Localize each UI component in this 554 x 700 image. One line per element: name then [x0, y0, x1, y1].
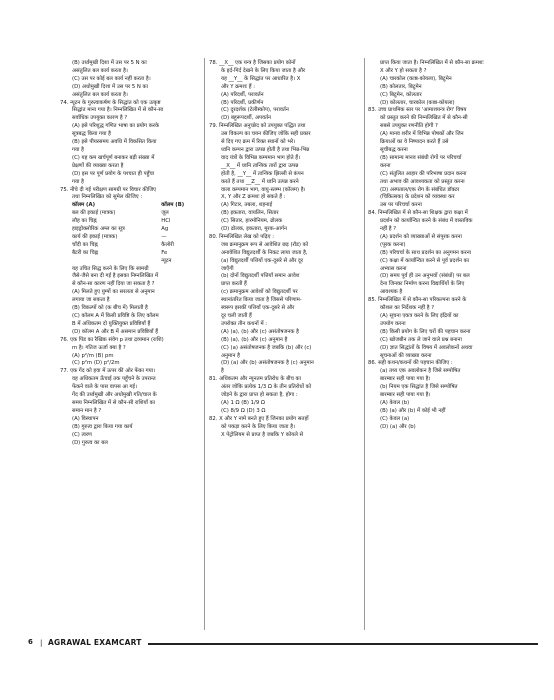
text-line: अंतर जोकि प्रत्येक 1/3 Ω के तीन प्रतिरोधों को — [221, 384, 312, 391]
column-divider — [364, 58, 365, 630]
option-line: (b) नियम एक सिद्धांत है जिसे सम्पोषित — [380, 384, 458, 391]
match-table-cell: Ag — [161, 226, 169, 233]
text-line: बारम्बार सही पाया गया है। — [380, 392, 431, 399]
option-line: (B) परिचर्चा के साथ प्रदर्शन का अनुगमन करना — [380, 249, 472, 256]
text-line: __X__ में ध्वनि तान्त्रिक तारों द्वारा उत्पन्न — [221, 162, 299, 169]
footer-separator: | — [40, 639, 43, 647]
match-table-cell: — — [161, 233, 167, 240]
text-line: करते हैं तथा __Z__ में ध्वनि उत्पन्न करने — [221, 178, 299, 185]
text-line: से दिए गए क्रम में रिक्त स्थानों को भरे। — [221, 139, 296, 146]
match-table-cell: न्यूटन — [161, 257, 172, 264]
text-line: है — [221, 368, 224, 375]
text-line: यह __Y__ के सिद्धांत पर आधारित है। X — [221, 75, 301, 82]
match-table-header: कॉलम (B) — [161, 202, 185, 209]
option-line: (B) इसे पीयरसमय अवधि में विकसित किया — [72, 139, 157, 146]
text-line: तथा अभाव की आवश्यकता को प्रस्तुत करना — [380, 178, 465, 185]
text-line: उस विकल्प का चयन कीजिए जोकि सही प्रकार — [221, 131, 311, 138]
option-line: (a) तथ्य एक अवलोकन है जिसे सम्पोषित — [380, 368, 461, 375]
text-line: प्रदर्शन को कार्यान्वित करने के संबंध में वास्तविक — [380, 218, 473, 225]
match-table-row — [72, 218, 200, 226]
question-line: 82. X और Y नामे बनते हुए हैं जिनका प्रयोग सतहों — [209, 415, 309, 422]
option-line: (A) p²/m (B) pm — [72, 352, 114, 359]
text-line: जोड़ने के द्वारा प्राप्त हो सकता है, होगा : — [221, 392, 298, 399]
match-table-cell: लौह का चिह्न — [72, 218, 97, 225]
option-line: (C) कॉलम A में किसी प्रविष्टि के लिए कॉलम — [72, 313, 159, 319]
match-table-cell: चाँदी का चिह्न — [72, 241, 98, 248]
text-line: सर्वाधिक उपयुक्त कारण है ? — [72, 115, 128, 122]
question-line: 81. अधिकतम और न्यूनतम प्रतिरोध के बीच का — [209, 376, 301, 383]
text-line: क्रियाओं का वे निष्पादन करते हैं उसे — [380, 139, 449, 146]
option-line: (B) विकल्पों को (क बीच में) मिलाती है — [72, 305, 148, 312]
match-table-cell: जूल — [161, 210, 169, 217]
option-line: (B) कोलतार, बिटुमेन — [380, 83, 422, 90]
option-line: (A) चारकोल (काष्ठ-कोयला), बिटुमेन — [380, 75, 452, 82]
text-line: X पेट्रोलियम से प्राप्त है जबकि Y कोयले से — [221, 431, 304, 438]
text-line: उस पर परिचर्चा करना — [380, 202, 422, 209]
text-line: सूचनाओं की व्याख्या करना — [380, 352, 432, 359]
text-line: से कौन-सा कारण नहीं दिया जा सकता है ? — [72, 281, 155, 288]
text-line: को पकड़ा करने के लिए किया जाता है। — [221, 423, 296, 430]
match-table-cell: हाइड्रोक्लोरिक अम्ल का सूत्र — [72, 226, 125, 233]
text-line: असंतुलित बल कार्य करता है। — [72, 91, 128, 98]
option-line: (C) 8/9 Ω (D) 3 Ω — [221, 407, 266, 414]
option-line: (B) परिदर्शी, प्रकीर्णन — [221, 99, 264, 106]
text-line: B में अधिकतम दो युक्तियुक्त प्रविष्टियाँ हैं — [72, 320, 151, 327]
option-line: (C) सितार, हारमोनियम, ढोलक — [221, 218, 283, 225]
text-line: कौशल का निर्देशक नहीं है ? — [380, 305, 435, 312]
text-line: समान मान है ? — [72, 407, 102, 414]
match-table-row — [72, 234, 200, 242]
option-line: (C) यह कम खर्चपूर्ण बनाकर बड़ी संख्या में — [72, 154, 155, 161]
text-line: गया है — [72, 178, 84, 185]
match-table-cell: बल की इकाई (मात्रक) — [72, 210, 116, 217]
option-line: (D) इस पर पूर्ण प्रयोग के पश्चात ही पहुँचा — [72, 170, 155, 177]
text-line: गेंद की उर्ध्वमुखी और अधोमुखी गति/चाल के — [72, 392, 157, 399]
option-line: (A) विस्थापन — [72, 415, 99, 422]
question-line: 80. निम्नलिखित लेख को पढ़िए : — [209, 233, 275, 240]
option-line: (C) उस पर कोई बल कार्य नहीं करता है। — [72, 75, 151, 82]
column-left — [60, 60, 200, 447]
text-line: वाला कम्पमान भाग, वायु-स्तम्भ (कॉलम) है। — [221, 186, 306, 193]
match-table-cell: कार्य की इकाई (मात्रक) — [72, 233, 118, 240]
option-line: (C) खोजबीन तक ले जाने वाले प्रश्न बनाना — [380, 336, 462, 343]
text-line: X और Y हो सकता है ? — [380, 67, 427, 74]
column-middle — [209, 60, 361, 440]
text-line: नहीं है ? — [380, 226, 397, 233]
option-line: (D) बहुरूपदर्शी, अपवर्तन — [221, 115, 271, 122]
option-line: (A) गिटार, तबला, शहनाई — [221, 202, 273, 209]
text-line: जब क्रमानुक्रम रूप से आवेशित छड़ (रॉड) को — [221, 241, 309, 248]
option-line: (D) कॉलम A और B में असमान प्रविष्टियाँ हैं — [72, 328, 159, 335]
text-line: करना — [380, 162, 391, 169]
option-line: (D) अधोमुखी दिशा में उस पर 5 N का — [72, 83, 148, 90]
column-divider — [204, 58, 205, 630]
text-line: अभ्यास करना — [380, 265, 407, 272]
option-line: (D) अस्पताल/एक रोग के संबंधित डॉक्टर — [380, 186, 460, 193]
match-table-cell: बैटरी का चिह्न — [72, 249, 99, 256]
match-table-row — [72, 226, 200, 234]
page-footer — [28, 638, 538, 650]
text-line: वह अधिकतम ऊँचाई तक पहुँचने के उपरान्त — [72, 376, 156, 383]
option-line: (B) उर्ध्वमुखी दिशा में उस पर 5 N का — [72, 60, 147, 66]
match-table-header: कॉलम (A) — [72, 202, 95, 209]
match-table-cell: HCl — [161, 218, 171, 225]
option-line: (D) (a) और (b) — [380, 423, 416, 430]
option-line: (b) दोनों विद्युतदर्शी पत्तियाँ समान आवेश — [221, 273, 300, 280]
match-table-row — [72, 210, 200, 218]
option-line: (D) (a) और (b) असंतोषजनक है (c) अनुमान — [221, 360, 314, 367]
option-line: (D) कोलतार, चारकोल (काष्ठ-कोयला) — [380, 99, 455, 106]
text-line: जैसे-जैसे बना दी गई है इसका निम्नलिखित में — [72, 273, 159, 280]
option-line: (A) सूचना एकत्र करने के लिए इंद्रियों का — [380, 313, 459, 319]
text-line: प्रेक्षणों की व्याख्या करता है — [72, 162, 124, 169]
match-table-cell: Fe — [161, 249, 168, 256]
question-line: 74. न्यूटन के गुरुत्वाकर्षण के सिद्धांत को एक उत्कृष्ट — [60, 99, 161, 106]
option-line: (A) केवल (b) — [380, 399, 410, 406]
text-line: गया है — [72, 146, 84, 153]
option-line: (D) गुरुत्व का बल — [72, 439, 108, 446]
text-line: तथा निम्नलिखित को सुमेल कीजिए : — [72, 194, 143, 201]
option-line: (B) गुरुत्व द्वारा किया गया कार्य — [72, 423, 133, 430]
option-line: (A) (a), (b) और (c) असंतोषजनक है — [221, 328, 299, 335]
option-line: (C) कक्षा में कार्यान्वित करने से पूर्व प्रदर्शन का — [380, 257, 470, 264]
text-line: प्राप्त किया जाता है। निम्नलिखित में से कौन-सा क्रमशः — [380, 60, 484, 66]
option-line: (D) ज्ञात सिद्धांतों के विषय में अवलोकनों अथवा — [380, 344, 473, 351]
match-table-row — [72, 258, 200, 266]
option-line: (C) संतुलित आहार की परिभाषा प्रदान करना — [380, 170, 467, 177]
question-line: 75. नीचे दी गई परीक्षण सामग्री पर विचार कीजिए — [60, 186, 157, 193]
text-line: और Y क्रमशः हैं : — [221, 83, 256, 90]
text-line: उपरोक्त तीन कथनों में : — [221, 320, 268, 327]
option-line: (B) इकतारा, वायलिन, सितार — [221, 210, 279, 217]
question-line: 78. __X__ एक यन्त्र है जिसका प्रयोग कोनों — [209, 60, 296, 66]
option-line: (A) 1 Ω (B) 1/9 Ω — [221, 399, 265, 406]
text-line: (चिकित्सक) के प्रदेशन को व्यवस्था कर — [380, 194, 455, 201]
column-right — [368, 60, 518, 432]
option-line: (C) केवल (a) — [380, 415, 410, 422]
text-line: सूचीबद्ध करना — [380, 146, 408, 153]
text-line: अनावेशित विद्युतदर्शी के निकट लाया जाता है, — [221, 249, 308, 256]
option-line: (A) प्रदर्शन को व्याख्याओं से संपूरक करना — [380, 233, 462, 240]
text-line: लगाया जा सकता है — [72, 297, 110, 304]
text-line: स्थानांतरित किया जाता है जिससे परिणाम- — [221, 297, 302, 304]
option-line: (C) (a) असंतोषजनक है जबकि (b) और (c) — [221, 344, 312, 351]
text-line: सिद्धांत माना गया है। निम्नलिखित में से कौन-सा — [72, 107, 164, 114]
text-line: प्राप्त करती हैं — [221, 281, 247, 288]
option-line: (D) समय पूर्व ही उन अनुभवों (संबंधों) पर बल — [380, 273, 470, 280]
text-line: X, Y और Z क्रमशः हो सकते हैं : — [221, 194, 286, 201]
text-line: m है। गतिज ऊर्जा क्या है ? — [72, 344, 126, 351]
text-line: होती है, __Y__ में तान्त्रिक झिल्ली से कंपन — [221, 170, 304, 177]
footer-rule — [148, 643, 538, 645]
text-line: सूत्रबद्ध किया गया है — [72, 131, 111, 138]
text-line: देना जिनका निर्माण करना विद्यार्थियों के लिए — [380, 281, 465, 288]
text-line: सबसे उपयुक्त रणनीति होगी ? — [380, 123, 438, 130]
option-line: (B) किसी प्रयोग के लिए चरों की पहचान करना — [380, 328, 471, 335]
option-line: (B) (a) और (b) में कोई भी नहीं — [380, 407, 446, 414]
text-line: वाद यंत्रों के विभिन्न कम्पमान भाग होते हैं। — [221, 154, 301, 161]
match-table-row — [72, 242, 200, 250]
option-line: (B) (a), (b) और (c) अनुमान है — [221, 336, 288, 343]
option-line: (C) त्वरण — [72, 431, 92, 438]
option-line: (B) सामान्य मानव संबंधी रोगों पर परिचर्चा — [380, 154, 462, 161]
question-line: 77. एक गेंद को हवा में ऊपर की ओर फेंका गया। — [60, 368, 156, 375]
text-line: अनुमान है — [221, 352, 240, 359]
match-table-cell: कैलोरी — [161, 241, 174, 248]
text-line: को प्रस्तुत करने की निम्नलिखित में से कौन-सी — [380, 115, 468, 122]
text-line: समय निम्नलिखित में से कौन-सी राशियाँ का — [72, 399, 156, 406]
match-table-row — [72, 250, 200, 258]
text-line: जाएँगी — [221, 265, 234, 272]
question-line: 86. सही कथन/कथनों की पहचान कीजिए : — [368, 360, 453, 367]
option-line: (A) मानव शरीर में विभिन्न पोषकों और जिन — [380, 131, 464, 138]
text-line: बारम्बार सही पाया गया है। — [380, 376, 431, 383]
text-line: फेंकने वाले के पास वापस आ गई। — [72, 384, 138, 391]
option-line: (A) इसे परिशुद्ध गणित भाषा का प्रयोग करके — [72, 123, 160, 130]
option-line: (c) क्रमानुक्रम आवेशों को विद्युतदर्शी पर — [221, 289, 298, 296]
question-line: 79. निम्नलिखित अनुच्छेद को उपयुक्त पद्धित तथा — [209, 123, 306, 130]
question-line: 83. उच्च प्राथमिक स्तर पर 'आमाशयन्त्र रोग' विषय — [368, 107, 467, 114]
option-line: (A) मिलते हुए युग्मों का सरलता से अनुमान — [72, 289, 155, 296]
option-line: (C) बिटुमेन, कोलतार — [380, 91, 422, 98]
question-line: 84. निम्नलिखित में से कौन-सा शिक्षक द्वारा कक्षा में — [368, 210, 468, 217]
publisher-brand: AGRAWAL EXAMCART — [48, 638, 142, 647]
option-line: (a) विद्युतदर्शी पत्तियों एक-दूसरे से और दूर — [221, 257, 304, 264]
page-number: 6 — [28, 638, 33, 646]
text-line: दूर चली जाती हैं — [221, 313, 252, 319]
question-line: 76. एक पिंड का रैखिक संवेग p तथा द्रव्यमान (राशि) — [60, 336, 164, 343]
text-line: असंतुलित बल कार्य करता है। — [72, 67, 128, 74]
option-line: (C) दूरदर्शक (टेलीस्कोप), परावर्तन — [221, 107, 289, 114]
text-line: के इर्द-गिर्द देखने के लिए किया जाता है और — [221, 67, 306, 74]
question-line: 85. निम्नलिखित में से कौन-सा परिकल्पना करने के — [368, 297, 467, 304]
match-table — [72, 202, 200, 265]
option-line: (D) ढोलक, इकतारा, मुरक-आर्गन — [221, 226, 287, 233]
option-line: (C) p²m (D) p²/2m — [72, 360, 120, 367]
text-line: आवश्यक है — [380, 289, 403, 296]
text-line: उपयोग करना — [380, 320, 406, 327]
match-table-cell — [72, 258, 161, 266]
text-line: स्वरूप इसकी पत्तियाँ एक-दूसरे से और — [221, 305, 295, 312]
option-line: (A) परिदर्शी, परावर्तन — [221, 91, 264, 98]
text-line: (पूरक करना) — [380, 241, 406, 248]
text-line: ध्वनि कम्पन द्वारा उत्पन्न होती है तथा भिन्न-भिन्न — [221, 146, 310, 153]
text-line: यह उचित सिद्ध करने के लिए कि सामग्री — [72, 265, 149, 272]
